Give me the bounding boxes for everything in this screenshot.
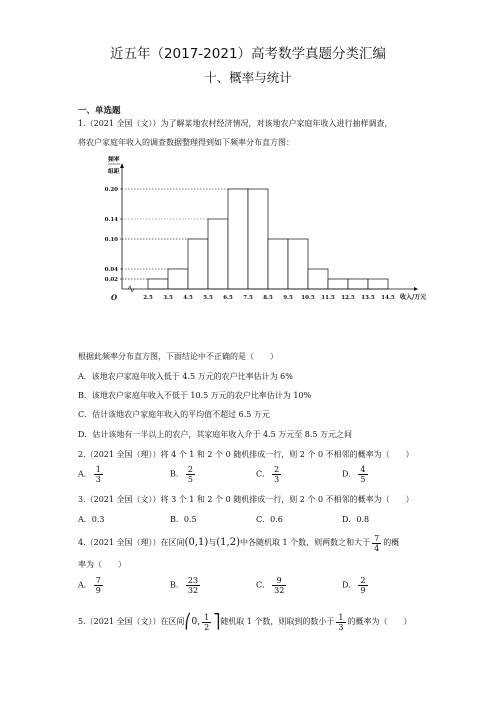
q4-stem-line2: 率为（ ）: [78, 560, 126, 569]
q5-bracket-right: ⎤: [213, 614, 221, 630]
y-axis-arrow-icon: [120, 163, 124, 168]
q2-option-a: [78, 465, 105, 484]
q1-stem-line2: 将农户家庭年收入的调查数据整理得到如下频率分布直方图：: [78, 138, 294, 147]
histogram-bar: [308, 269, 328, 289]
q2-option-c: [256, 465, 283, 484]
q3-option-b: B．0.5: [170, 515, 197, 524]
q4-option-b: [170, 576, 202, 595]
origin-label: O: [110, 293, 118, 302]
q4-option-c: [256, 576, 288, 595]
q1-option-c: C．估计该地农户家庭年收入的平均值不超过 6.5 万元: [78, 410, 270, 419]
histogram-bar: [328, 279, 348, 289]
x-tick-label: 14.5: [381, 295, 395, 301]
y-tick-label: 0.02: [104, 277, 118, 283]
q5-threshold-fraction: $\frac{1}{3}$: [338, 612, 344, 632]
x-axis-label: 收入/万元: [400, 294, 427, 301]
q1-option-d: D．估计该地有一半以上的农户，其家庭年收入介于 4.5 万元至 8.5 万元之间: [78, 430, 353, 439]
y-tick-label: 0.04: [104, 267, 118, 273]
x-tick-label: 5.5: [203, 295, 213, 301]
q1-option-b: B．该地农户家庭年收入不低于 10.5 万元的农户比率估计为 10%: [78, 391, 312, 400]
x-tick-label: 8.5: [263, 295, 273, 301]
histogram-bar: [168, 269, 188, 289]
q3-stem: 3.（2021 全国（文））将 3 个 1 和 2 个 0 随机排成一行，则 2 个 0 不相邻的概率为（ ）: [78, 495, 414, 504]
x-tick-label: 9.5: [283, 295, 293, 301]
q4-interval-1: (0,1): [184, 537, 209, 548]
histogram-bar: [268, 239, 288, 289]
q2-option-a-fraction: $\frac{1}{3}$: [95, 465, 101, 484]
q2-option-c-fraction: $\frac{2}{3}$: [274, 465, 280, 484]
q3-option-c: C．0.6: [256, 515, 283, 524]
x-tick-label: 7.5: [243, 295, 253, 301]
q4-interval-2: (1,2): [216, 537, 240, 548]
q4-option-d: [342, 576, 370, 595]
q4-option-d-fraction: $\frac{2}{9}$: [360, 576, 366, 595]
q2-option-a-label: A．: [78, 469, 92, 479]
y-tick-label: 0.14: [104, 217, 118, 223]
q2-option-c-label: C．: [256, 469, 271, 479]
histogram-bar: [188, 239, 208, 289]
q4-option-a: [78, 576, 105, 595]
q3-option-a: A．0.3: [78, 515, 105, 524]
q2-option-d-label: D．: [342, 469, 357, 479]
y-tick-label: 0.20: [104, 187, 118, 193]
histogram-bar: [228, 189, 248, 289]
y-axis-label-top: 频率: [108, 157, 120, 163]
q1-option-a: A．该地农户家庭年收入低于 4.5 万元的农户比率估计为 6%: [78, 372, 293, 381]
x-tick-label: 3.5: [163, 295, 173, 301]
q2-option-b: [170, 465, 197, 484]
x-tick-label: 2.5: [143, 295, 153, 301]
q1-question-text: 根据此频率分布直方图，下面结论中不正确的是（ ）: [78, 352, 278, 361]
q2-option-b-fraction: $\frac{2}{5}$: [187, 465, 193, 484]
histogram-bar: [208, 219, 228, 289]
x-tick-label: 13.5: [361, 295, 375, 301]
frequency-histogram: [80, 152, 427, 308]
page-subtitle: 十、概率与统计: [204, 70, 292, 85]
x-tick-label: 12.5: [341, 295, 355, 301]
section-heading: 一、单选题: [78, 106, 121, 116]
x-tick-label: 6.5: [223, 295, 233, 301]
x-tick-label: 11.5: [321, 295, 335, 301]
q4-option-a-fraction: $\frac{7}{9}$: [95, 576, 101, 595]
q4-option-b-fraction: $\frac{23}{32}$: [187, 576, 199, 595]
q4-option-d-label: D．: [342, 580, 357, 590]
q2-option-b-label: B．: [170, 469, 184, 479]
x-tick-label: 4.5: [183, 295, 193, 301]
q2-option-d: [342, 465, 370, 484]
q3-option-d: D．0.8: [342, 515, 370, 524]
q4-option-b-label: B．: [170, 580, 184, 590]
q1-stem-line1: 1.（2021 全国（文））为了解某地农村经济情况，对该地农户家庭年收入进行抽样调查，: [78, 119, 393, 128]
y-tick-label: 0.10: [104, 237, 118, 243]
histogram-bar: [148, 279, 168, 289]
q4-option-c-label: C．: [256, 580, 271, 590]
q5-stem: 5.（2021 全国（文））在区间⎛0, $\frac{1}{2}$ ⎤随机取 1 个数，则取到的数小于 $\frac{1}{3}$ 的概率为（ ）: [78, 612, 412, 632]
histogram-bar: [348, 279, 368, 289]
x-tick-label: 10.5: [301, 295, 315, 301]
page-title: 近五年（2017-2021）高考数学真题分类汇编: [109, 46, 387, 62]
y-axis-label-bottom: 组距: [108, 169, 120, 175]
q5-interval-fraction: $\frac{1}{2}$: [204, 612, 210, 632]
q5-bracket-left: ⎛: [184, 614, 192, 630]
histogram-bar: [288, 239, 308, 289]
q4-option-a-label: A．: [78, 580, 92, 590]
q2-stem: 2.（2021 全国（理））将 4 个 1 和 2 个 0 随机排成一行，则 2 个 0 不相邻的概率为（ ）: [78, 450, 414, 459]
histogram-bar: [368, 279, 388, 289]
q2-option-d-fraction: $\frac{4}{5}$: [360, 465, 366, 484]
q4-stem-line1: 4.（2021 全国（理））在区间(0,1)与(1,2)中各随机取 1 个数，则两数之和大于 $\frac{7}{4}$ 的概: [78, 533, 400, 553]
q4-option-c-fraction: $\frac{9}{32}$: [274, 576, 285, 595]
x-axis-arrow-icon: [414, 287, 418, 291]
histogram-bar: [248, 189, 268, 289]
q4-threshold-fraction: $\frac{7}{4}$: [374, 533, 380, 553]
